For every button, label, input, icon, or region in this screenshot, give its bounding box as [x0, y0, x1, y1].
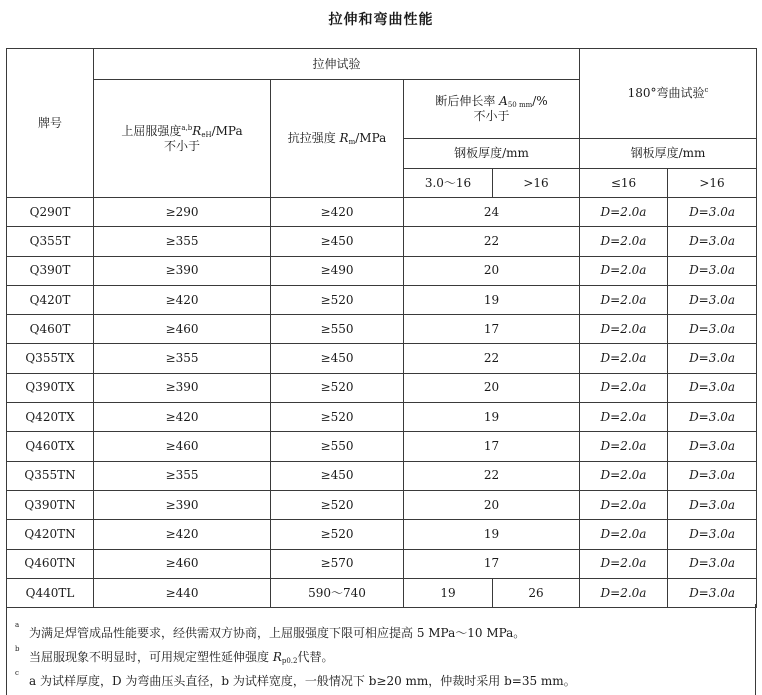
- cell-tensile: ≥570: [271, 549, 404, 578]
- page-title: 拉伸和弯曲性能: [328, 12, 434, 28]
- header-grade: 牌号: [7, 49, 94, 198]
- cell-elongation-gt16: 26: [493, 578, 580, 607]
- cell-bend-gt16: D=3.0a: [668, 373, 757, 402]
- cell-elongation: 17: [404, 549, 580, 578]
- cell-bend-le16: D=2.0a: [580, 227, 668, 256]
- cell-bend-gt16: D=3.0a: [668, 432, 757, 461]
- cell-bend-le16: D=2.0a: [580, 373, 668, 402]
- footnote-text: 当屈服现象不明显时，可用规定塑性延伸强度: [29, 650, 273, 664]
- cell-bend-gt16: D=3.0a: [668, 285, 757, 314]
- cell-grade: Q390TX: [7, 373, 94, 402]
- cell-grade: Q460TN: [7, 549, 94, 578]
- footnote-b: [15, 645, 334, 665]
- cell-bend-le16: D=2.0a: [580, 578, 668, 607]
- cell-yield: ≥390: [94, 256, 271, 285]
- cell-bend-gt16: D=3.0a: [668, 549, 757, 578]
- cell-tensile: 590～740: [271, 578, 404, 607]
- header-tensile-test: 拉伸试验: [94, 49, 580, 80]
- cell-yield: ≥460: [94, 549, 271, 578]
- table-row: [7, 549, 757, 578]
- table-row: [7, 285, 757, 314]
- cell-elongation: 22: [404, 461, 580, 490]
- table-row: [7, 227, 757, 256]
- yield-subscript: eH: [201, 130, 212, 139]
- cell-tensile: ≥550: [271, 315, 404, 344]
- footnote-text-after: 代替。: [297, 650, 334, 664]
- cell-tensile: ≥420: [271, 198, 404, 227]
- cell-elongation: 22: [404, 227, 580, 256]
- cell-yield: ≥355: [94, 227, 271, 256]
- header-yield-strength: [94, 80, 271, 198]
- yield-label: 上屈服强度: [121, 123, 182, 138]
- footnote-text: 为满足焊管成品性能要求，经供需双方协商，上屈服强度下限可相应提高 5 MPa～10 MPa。: [29, 626, 526, 640]
- cell-bend-le16: D=2.0a: [580, 549, 668, 578]
- cell-bend-gt16: D=3.0a: [668, 344, 757, 373]
- yield-min-label: 不小于: [163, 138, 200, 153]
- cell-yield: ≥420: [94, 285, 271, 314]
- tensile-subscript: m: [348, 138, 356, 146]
- header-tensile-strength: [271, 80, 404, 198]
- cell-bend-gt16: D=3.0a: [668, 227, 757, 256]
- header-thickness-3-16: 3.0～16: [404, 169, 493, 198]
- cell-yield: ≥460: [94, 432, 271, 461]
- table-row: [7, 490, 757, 519]
- table-row: [7, 373, 757, 402]
- cell-yield: ≥390: [94, 373, 271, 402]
- header-thickness-bend: 钢板厚度/mm: [580, 139, 757, 169]
- footnote-subscript: p0.2: [281, 657, 298, 665]
- cell-bend-le16: D=2.0a: [580, 315, 668, 344]
- cell-grade: Q355TX: [7, 344, 94, 373]
- cell-bend-le16: D=2.0a: [580, 432, 668, 461]
- tensile-label: 抗拉强度: [287, 131, 340, 145]
- cell-bend-gt16: D=3.0a: [668, 403, 757, 432]
- cell-yield: ≥355: [94, 461, 271, 490]
- cell-tensile: ≥450: [271, 227, 404, 256]
- cell-yield: ≥460: [94, 315, 271, 344]
- bend-test-label: 180°弯曲试验: [627, 86, 705, 100]
- cell-elongation: 20: [404, 373, 580, 402]
- cell-elongation: 19: [404, 520, 580, 549]
- cell-yield: ≥420: [94, 520, 271, 549]
- yield-unit: /MPa: [211, 123, 243, 138]
- table-row: [7, 520, 757, 549]
- cell-bend-le16: D=2.0a: [580, 285, 668, 314]
- elongation-subscript: 50 mm: [507, 101, 533, 109]
- footnote-symbol: R: [272, 650, 282, 664]
- cell-grade: Q460T: [7, 315, 94, 344]
- header-elongation: [404, 80, 580, 139]
- cell-tensile: ≥520: [271, 490, 404, 519]
- cell-grade: Q420T: [7, 285, 94, 314]
- cell-elongation: 22: [404, 344, 580, 373]
- cell-grade: Q440TL: [7, 578, 94, 607]
- cell-yield: ≥355: [94, 344, 271, 373]
- footnote-mark: b: [15, 645, 20, 653]
- cell-tensile: ≥520: [271, 373, 404, 402]
- footnote-mark: c: [15, 669, 19, 677]
- elongation-label: 断后伸长率: [435, 94, 500, 108]
- header-thickness-gt16: >16: [493, 169, 580, 198]
- cell-bend-le16: D=2.0a: [580, 403, 668, 432]
- tensile-symbol: R: [339, 131, 349, 145]
- cell-elongation: 17: [404, 315, 580, 344]
- cell-tensile: ≥450: [271, 344, 404, 373]
- properties-table: [6, 48, 757, 608]
- cell-bend-gt16: D=3.0a: [668, 461, 757, 490]
- cell-bend-gt16: D=3.0a: [668, 490, 757, 519]
- footnote-a: [15, 621, 526, 641]
- header-thickness-elongation: 钢板厚度/mm: [404, 139, 580, 169]
- table-row: [7, 403, 757, 432]
- table-row: [7, 344, 757, 373]
- cell-elongation: 17: [404, 432, 580, 461]
- cell-yield: ≥420: [94, 403, 271, 432]
- cell-bend-gt16: D=3.0a: [668, 198, 757, 227]
- cell-elongation: 24: [404, 198, 580, 227]
- footnotes: [6, 604, 756, 695]
- elongation-unit: /%: [532, 94, 548, 108]
- footnote-c: [15, 669, 576, 689]
- cell-yield: ≥290: [94, 198, 271, 227]
- table-row: [7, 461, 757, 490]
- header-bend-le16: ≤16: [580, 169, 668, 198]
- cell-tensile: ≥450: [271, 461, 404, 490]
- cell-tensile: ≥520: [271, 403, 404, 432]
- table-row: [7, 256, 757, 285]
- cell-bend-le16: D=2.0a: [580, 461, 668, 490]
- cell-bend-le16: D=2.0a: [580, 520, 668, 549]
- cell-elongation-3-16: 19: [404, 578, 493, 607]
- cell-grade: Q290T: [7, 198, 94, 227]
- table-row: [7, 315, 757, 344]
- cell-bend-le16: D=2.0a: [580, 256, 668, 285]
- header-bend-test: [580, 49, 757, 139]
- cell-grade: Q355TN: [7, 461, 94, 490]
- footnote-c-marker: c: [704, 86, 709, 94]
- cell-yield: ≥390: [94, 490, 271, 519]
- cell-elongation: 19: [404, 285, 580, 314]
- cell-elongation: 20: [404, 256, 580, 285]
- cell-bend-gt16: D=3.0a: [668, 520, 757, 549]
- cell-bend-le16: D=2.0a: [580, 344, 668, 373]
- cell-tensile: ≥550: [271, 432, 404, 461]
- footnote-mark: a: [15, 621, 20, 629]
- cell-bend-gt16: D=3.0a: [668, 315, 757, 344]
- header-bend-gt16: >16: [668, 169, 757, 198]
- cell-grade: Q460TX: [7, 432, 94, 461]
- cell-grade: Q390TN: [7, 490, 94, 519]
- cell-tensile: ≥520: [271, 520, 404, 549]
- cell-grade: Q420TX: [7, 403, 94, 432]
- footnote-text: a 为试样厚度，D 为弯曲压头直径，b 为试样宽度，一般情况下 b≥20 mm，仲裁时采用 b=35 mm。: [29, 674, 576, 688]
- cell-tensile: ≥490: [271, 256, 404, 285]
- cell-yield: ≥440: [94, 578, 271, 607]
- cell-grade: Q390T: [7, 256, 94, 285]
- tensile-unit: /MPa: [355, 131, 387, 145]
- cell-bend-le16: D=2.0a: [580, 490, 668, 519]
- cell-elongation: 20: [404, 490, 580, 519]
- cell-grade: Q420TN: [7, 520, 94, 549]
- cell-bend-le16: D=2.0a: [580, 198, 668, 227]
- footnote-ab-marker: a,b: [181, 123, 193, 132]
- cell-grade: Q355T: [7, 227, 94, 256]
- cell-tensile: ≥520: [271, 285, 404, 314]
- table-row: [7, 432, 757, 461]
- cell-bend-gt16: D=3.0a: [668, 578, 757, 607]
- elongation-symbol: A: [499, 94, 508, 108]
- cell-elongation: 19: [404, 403, 580, 432]
- cell-bend-gt16: D=3.0a: [668, 256, 757, 285]
- table-row: [7, 198, 757, 227]
- yield-symbol: R: [192, 123, 202, 138]
- elongation-min-label: 不小于: [473, 109, 510, 123]
